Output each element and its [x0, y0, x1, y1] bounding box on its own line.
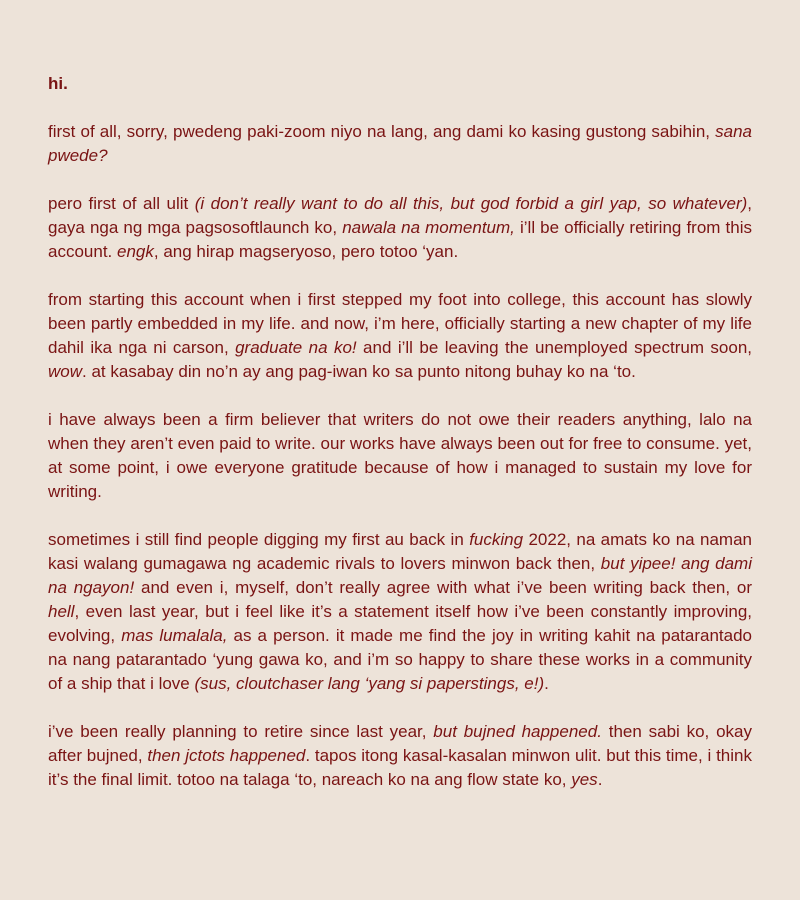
text-segment: 2022, na amats ko na naman kasi walang gumagawa ng academic rivals to lovers minwon back then, [48, 530, 752, 573]
paragraph-4 [48, 408, 752, 504]
text-segment: , ang hirap magseryoso, pero totoo ‘yan. [153, 242, 459, 261]
italic-text: hell [48, 602, 75, 621]
paragraph-3 [48, 288, 752, 384]
italic-text: (sus, cloutchaser lang ‘yang si paperstings, e!) [194, 674, 545, 693]
text-segment: pero first of all ulit [48, 194, 195, 213]
letter-body [48, 120, 752, 792]
paragraph-6 [48, 720, 752, 792]
italic-text: engk [117, 242, 154, 261]
italic-text: graduate na ko! [235, 338, 357, 357]
text-segment: . tapos itong kasal-kasalan minwon ulit. but this time, i think it’s the final limit. totoo na talaga ‘to, nareach ko na ang flow state ko, [48, 746, 752, 789]
text-segment: i have always been a firm believer that writers do not owe their readers anything, lalo na when they aren’t even paid to write. our works have always been out for free to consume. yet, at some point, i owe everyone gratitude because of how i managed to sustain my love for writing. [48, 410, 752, 501]
greeting: hi. [48, 74, 68, 93]
text-segment: . at kasabay din no’n ay ang pag-iwan ko sa punto nitong buhay ko na ‘to. [82, 362, 636, 381]
text-segment: i’ll be officially retiring from this account. [48, 218, 752, 261]
text-segment: . [597, 770, 603, 789]
text-segment: first of all, sorry, pwedeng paki-zoom niyo na lang, ang dami ko kasing gustong sabihin, [48, 122, 716, 141]
paragraph-1 [48, 120, 752, 168]
italic-text: (i don’t really want to do all this, but god forbid a girl yap, so whatever) [194, 194, 748, 213]
text-segment: then sabi ko, okay after bujned, [48, 722, 752, 765]
text-segment: from starting this account when i first stepped my foot into college, this account has slowly been partly embedded in my life. and now, i’m here, officially starting a new chapter of my life dahil ika nga ni carson, [48, 290, 752, 357]
text-segment: as a person. it made me find the joy in writing kahit na patarantado na nang patarantado ‘yung gawa ko, and i’m so happy to share these works in a community of a ship that i love [48, 626, 752, 693]
letter-document [48, 72, 752, 816]
text-segment: and even i, myself, don’t really agree with what i’ve been writing back then, or [134, 578, 752, 597]
italic-text: but yipee! ang dami na ngayon! [48, 554, 752, 597]
italic-text: nawala na momentum, [342, 218, 515, 237]
italic-text: mas lumalala, [121, 626, 228, 645]
text-segment: , even last year, but i feel like it’s a statement itself how i’ve been constantly improving, evolving, [48, 602, 752, 645]
italic-text: but bujned happened. [433, 722, 602, 741]
text-segment: and i’ll be leaving the unemployed spectrum soon, [356, 338, 752, 357]
paragraph-2 [48, 192, 752, 264]
paragraph-5 [48, 528, 752, 696]
italic-text: sana pwede? [48, 122, 752, 165]
italic-text: then jctots happened [147, 746, 306, 765]
text-segment: . [544, 674, 549, 693]
italic-text: wow [48, 362, 83, 381]
italic-text: fucking [469, 530, 524, 549]
italic-text: yes [571, 770, 598, 789]
text-segment: , gaya nga ng mga pagsosoftlaunch ko, [48, 194, 753, 237]
text-segment: i’ve been really planning to retire since last year, [48, 722, 434, 741]
text-segment: sometimes i still find people digging my first au back in [48, 530, 470, 549]
